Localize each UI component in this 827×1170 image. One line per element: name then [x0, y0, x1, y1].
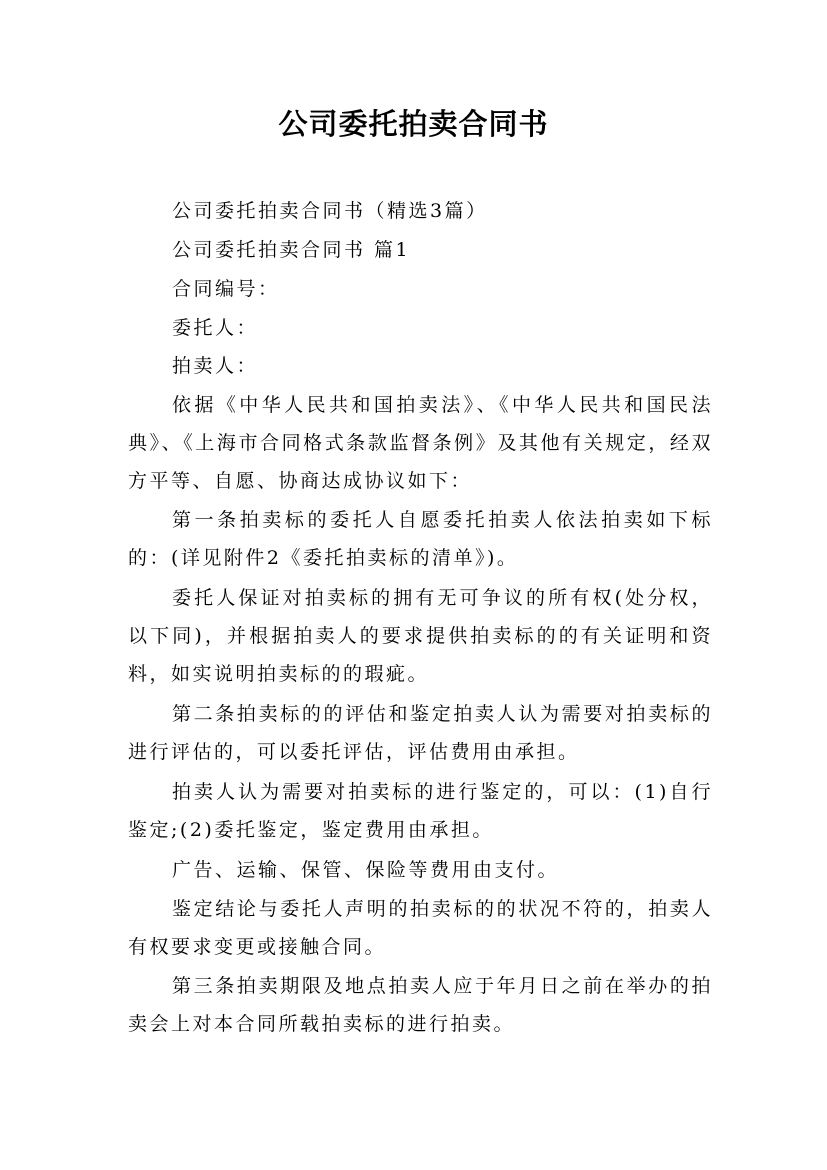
paragraph-appraisal: 拍卖人认为需要对拍卖标的进行鉴定的，可以：(1)自行鉴定;(2)委托鉴定，鉴定费用由承担。 — [128, 781, 713, 841]
paragraph-article-3: 第三条拍卖期限及地点拍卖人应于年月日之前在举办的拍卖会上对本合同所载拍卖标的进行拍卖。 — [128, 975, 713, 1035]
paragraph-ownership-guarantee: 委托人保证对拍卖标的拥有无可争议的所有权(处分权，以下同)，并根据拍卖人的要求提供拍卖标的的有关证明和资料，如实说明拍卖标的的瑕疵。 — [128, 587, 713, 685]
paragraph-article-1: 第一条拍卖标的委托人自愿委托拍卖人依法拍卖如下标的：(详见附件2《委托拍卖标的清单》)。 — [128, 509, 713, 569]
paragraph-article-2: 第二条拍卖标的的评估和鉴定拍卖人认为需要对拍卖标的进行评估的，可以委托评估，评估费用由承担。 — [128, 703, 713, 763]
paragraph-appraisal-conclusion: 鉴定结论与委托人声明的拍卖标的的状况不符的，拍卖人有权要求变更或接触合同。 — [128, 898, 713, 958]
paragraph-section-heading: 公司委托拍卖合同书 篇1 — [172, 239, 411, 261]
paragraph-contract-number: 合同编号： — [172, 278, 280, 300]
paragraph-expenses: 广告、运输、保管、保险等费用由支付。 — [172, 859, 560, 881]
document-title: 公司委托拍卖合同书 — [278, 107, 549, 141]
paragraph-subtitle: 公司委托拍卖合同书（精选3篇） — [172, 200, 488, 222]
paragraph-legal-basis: 依据《中华人民共和国拍卖法》、《中华人民共和国民法典》、《上海市合同格式条款监督条例》及其他有关规定，经双方平等、自愿、协商达成协议如下： — [128, 394, 713, 492]
paragraph-auctioneer: 拍卖人： — [172, 355, 259, 377]
paragraph-principal: 委托人： — [172, 317, 259, 339]
